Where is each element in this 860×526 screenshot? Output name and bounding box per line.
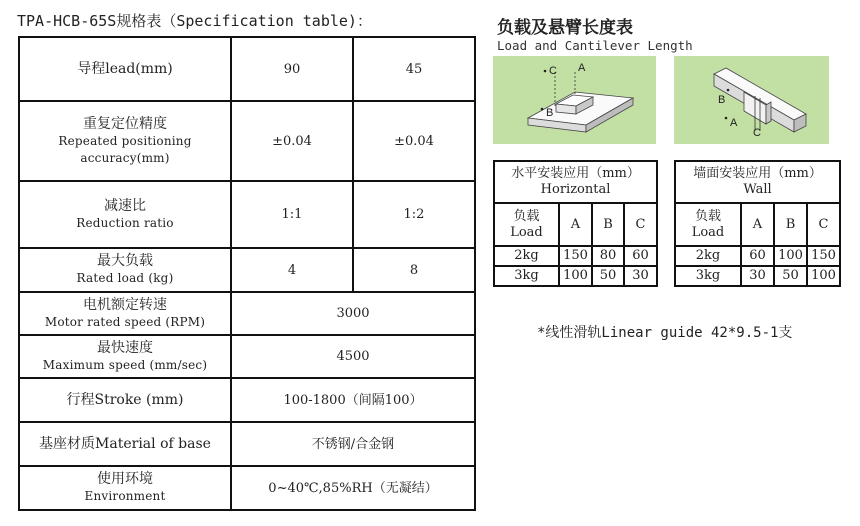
spec-table-title: TPA-HCB-65S规格表（Specification table)： — [17, 12, 372, 30]
linear-guide-note: *线性滑轨Linear guide 42*9.5-1支 — [537, 325, 793, 341]
table-row — [675, 246, 840, 266]
spec-value: 不锈钢/合金钢 — [231, 422, 475, 466]
column-header-a: A — [741, 203, 774, 246]
diagram-label-a: A — [730, 117, 738, 129]
spec-value: 100-1800（间隔100） — [231, 378, 475, 422]
value-cell: 50 — [774, 266, 807, 286]
spec-label: 重复定位精度 Repeated positioning accuracy(mm) — [19, 101, 231, 181]
spec-row-environment — [19, 466, 475, 510]
spec-row-material — [19, 422, 475, 466]
value-cell: 100 — [807, 266, 840, 286]
value-cell: 30 — [624, 266, 657, 286]
wall-table-header: 墙面安装应用（mm） Wall — [675, 161, 840, 203]
diagram-label-b: B — [546, 107, 554, 119]
load-column-header: 负载 Load — [675, 203, 741, 246]
spec-value: 1:1 — [231, 181, 353, 248]
spec-value: ±0.04 — [353, 101, 475, 181]
table-row — [675, 266, 840, 286]
horizontal-table-header: 水平安装应用（mm） Horizontal — [494, 161, 657, 203]
value-cell: 150 — [559, 246, 592, 266]
spec-value: 3000 — [231, 292, 475, 335]
value-cell: 60 — [624, 246, 657, 266]
specification-table — [18, 36, 476, 511]
column-header-a: A — [559, 203, 592, 246]
value-cell: 100 — [774, 246, 807, 266]
spec-row-reduction — [19, 181, 475, 248]
spec-row-accuracy — [19, 101, 475, 181]
load-cell: 2kg — [494, 246, 559, 266]
spec-value: 0~40℃,85%RH（无凝结） — [231, 466, 475, 510]
diagram-label-a: A — [578, 62, 586, 74]
spec-label: 使用环境 Environment — [19, 466, 231, 510]
wall-load-table — [674, 160, 841, 287]
spec-value: 1:2 — [353, 181, 475, 248]
spec-row-lead — [19, 37, 475, 101]
spec-label: 减速比 Reduction ratio — [19, 181, 231, 248]
spec-value: 90 — [231, 37, 353, 101]
spec-row-load — [19, 248, 475, 292]
spec-label: 最大负载 Rated load (kg) — [19, 248, 231, 292]
load-column-header: 负载 Load — [494, 203, 559, 246]
horizontal-mount-diagram — [493, 56, 656, 144]
diagram-label-b: B — [718, 94, 726, 106]
spec-label: 导程lead(mm) — [19, 37, 231, 101]
diagram-label-c: C — [549, 65, 557, 77]
spec-row-max-speed — [19, 335, 475, 378]
value-cell: 50 — [592, 266, 624, 286]
spec-row-motor-speed — [19, 292, 475, 335]
spec-label: 最快速度 Maximum speed (mm/sec) — [19, 335, 231, 378]
load-table-title: 负载及悬臂长度表 — [497, 18, 633, 38]
spec-value: 4 — [231, 248, 353, 292]
load-cell: 3kg — [494, 266, 559, 286]
value-cell: 60 — [741, 246, 774, 266]
wall-mount-diagram — [674, 56, 829, 144]
spec-value: 4500 — [231, 335, 475, 378]
spec-row-stroke — [19, 378, 475, 422]
diagram-label-c: C — [753, 127, 761, 139]
column-header-b: B — [592, 203, 624, 246]
table-row — [494, 266, 657, 286]
spec-value: 45 — [353, 37, 475, 101]
load-cell: 3kg — [675, 266, 741, 286]
value-cell: 100 — [559, 266, 592, 286]
spec-label: 基座材质Material of base — [19, 422, 231, 466]
value-cell: 80 — [592, 246, 624, 266]
horizontal-load-table — [493, 160, 658, 287]
table-row — [494, 246, 657, 266]
spec-label: 行程Stroke (mm) — [19, 378, 231, 422]
column-header-c: C — [624, 203, 657, 246]
value-cell: 150 — [807, 246, 840, 266]
column-header-c: C — [807, 203, 840, 246]
spec-value: ±0.04 — [231, 101, 353, 181]
load-table-subtitle: Load and Cantilever Length — [497, 38, 693, 53]
spec-value: 8 — [353, 248, 475, 292]
value-cell: 30 — [741, 266, 774, 286]
load-cell: 2kg — [675, 246, 741, 266]
spec-label: 电机额定转速 Motor rated speed (RPM) — [19, 292, 231, 335]
column-header-b: B — [774, 203, 807, 246]
